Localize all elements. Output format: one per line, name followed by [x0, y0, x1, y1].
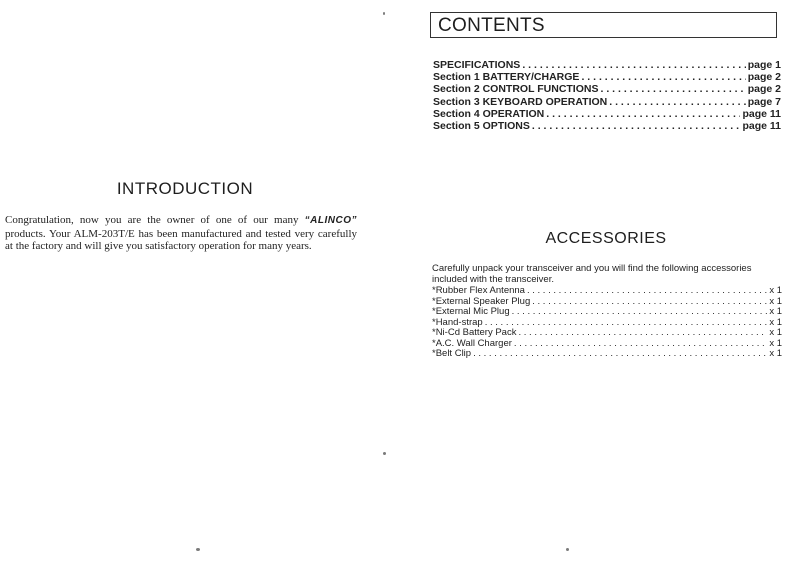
toc-entry-page: page 1	[747, 59, 781, 71]
dot-leader	[600, 83, 745, 95]
print-speck	[383, 452, 386, 455]
accessory-quantity: x 1	[769, 348, 782, 359]
contents-heading-box	[430, 12, 777, 38]
toc-entry-page: page 2	[747, 83, 781, 96]
dot-leader	[546, 108, 740, 120]
dot-leader	[522, 59, 745, 71]
accessory-quantity: x 1	[769, 316, 782, 328]
dot-leader	[532, 297, 767, 308]
accessory-quantity: x 1	[769, 285, 782, 296]
left-page	[0, 0, 396, 561]
accessory-item	[432, 339, 782, 350]
dot-leader	[514, 339, 767, 350]
toc-entry-label: Section 3 KEYBOARD OPERATION	[433, 95, 608, 108]
introduction-text-part2: products. Your ALM-203T/E has been manufactured and tested very carefully at the factory and will give you satisfactory operation for many years.	[5, 227, 357, 252]
toc-entry[interactable]	[433, 83, 781, 95]
accessory-label: *Rubber Flex Antenna	[432, 285, 525, 296]
accessory-label: *Ni-Cd Battery Pack	[432, 327, 517, 338]
accessory-item	[432, 349, 782, 360]
toc-entry[interactable]	[433, 120, 781, 132]
introduction-paragraph	[5, 214, 357, 253]
toc-entry-label: Section 2 CONTROL FUNCTIONS	[433, 83, 599, 96]
accessory-item	[432, 328, 782, 339]
toc-entry-page: page 2	[747, 71, 781, 84]
accessory-quantity: x 1	[769, 327, 782, 338]
toc-entry-label: SPECIFICATIONS	[433, 59, 521, 71]
brand-logo-text: “ALINCO”	[304, 215, 357, 226]
accessory-item	[432, 307, 782, 318]
toc-entry[interactable]	[433, 59, 781, 71]
accessory-label: *Belt Clip	[432, 348, 472, 359]
toc-entry[interactable]	[433, 71, 781, 83]
dot-leader	[581, 71, 745, 83]
toc-entry[interactable]	[433, 96, 781, 108]
toc-entry-page: page 11	[742, 119, 781, 132]
right-page	[396, 0, 793, 561]
table-of-contents	[433, 59, 781, 132]
introduction-heading: INTRODUCTION	[116, 179, 254, 198]
accessories-intro: Carefully unpack your transceiver and you will find the following accessories included with the transceiver.	[432, 263, 752, 285]
dot-leader	[609, 96, 745, 108]
dot-leader	[532, 120, 741, 132]
accessory-label: *External Mic Plug	[432, 306, 510, 317]
print-speck	[383, 12, 385, 15]
dot-leader	[527, 286, 767, 297]
accessories-list	[432, 286, 782, 360]
toc-entry-page: page 11	[742, 107, 781, 120]
print-speck	[196, 548, 200, 551]
accessory-quantity: x 1	[769, 306, 782, 317]
introduction-text-part1: Congratulation, now you are the owner of one of our many	[5, 214, 299, 226]
contents-heading: CONTENTS	[438, 15, 545, 36]
accessory-label: *External Speaker Plug	[432, 295, 531, 307]
toc-entry-label: Section 5 OPTIONS	[433, 119, 530, 132]
dot-leader	[485, 318, 768, 329]
toc-entry-label: Section 4 OPERATION	[433, 107, 545, 120]
toc-entry[interactable]	[433, 108, 781, 120]
accessory-label: *Hand-strap	[432, 316, 483, 328]
print-speck	[566, 548, 569, 551]
dot-leader	[512, 307, 768, 318]
dot-leader	[518, 328, 767, 339]
toc-entry-page: page 7	[747, 95, 781, 108]
dot-leader	[473, 349, 767, 360]
accessory-quantity: x 1	[769, 295, 782, 307]
accessory-quantity: x 1	[769, 337, 782, 349]
accessory-item	[432, 286, 782, 297]
toc-entry-label: Section 1 BATTERY/CHARGE	[433, 71, 580, 84]
accessory-label: *A.C. Wall Charger	[432, 337, 512, 349]
accessories-heading: ACCESSORIES	[545, 230, 667, 247]
